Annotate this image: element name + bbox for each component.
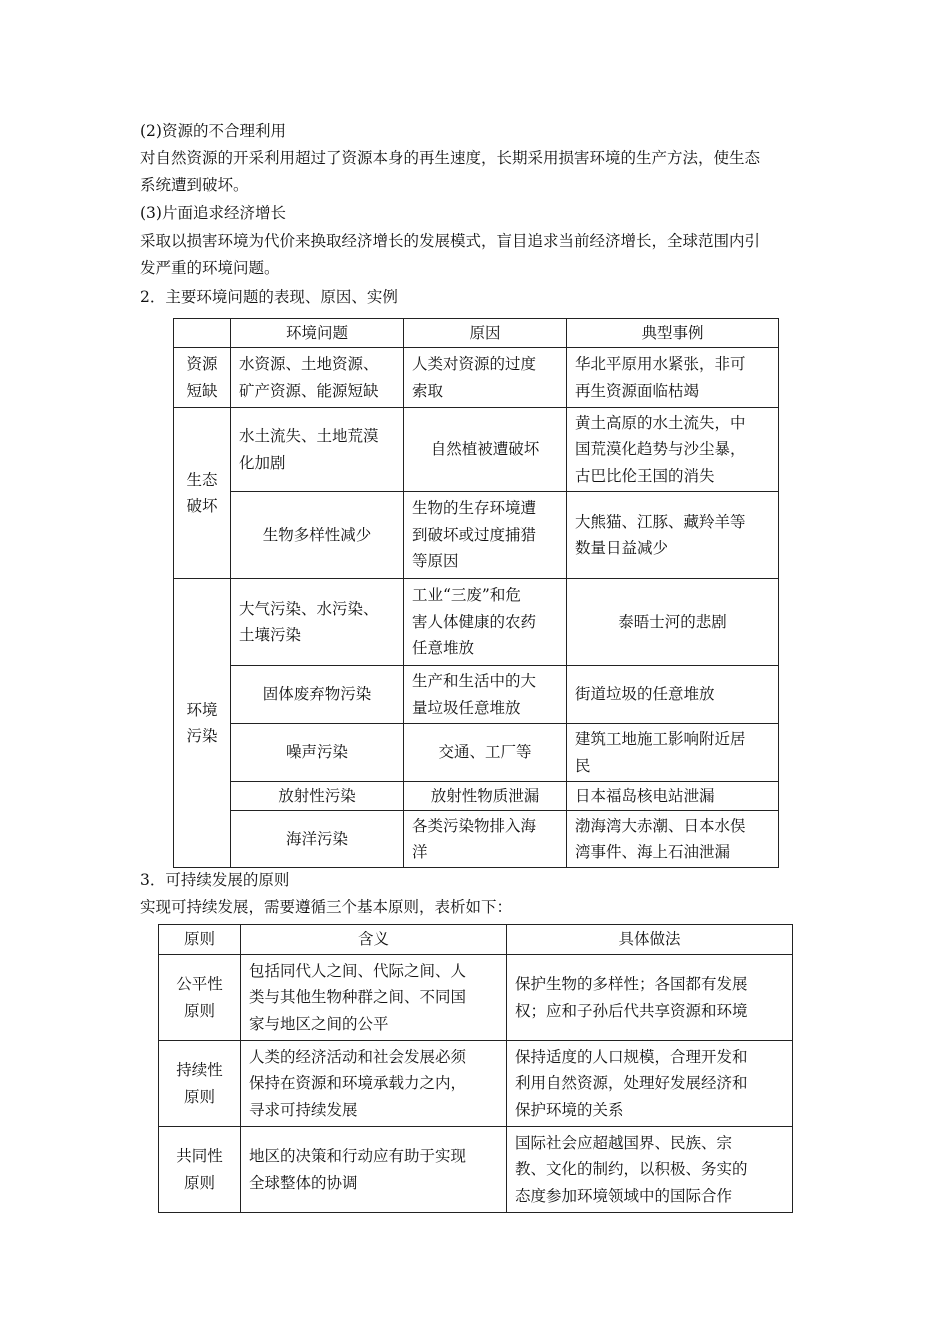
problem-cell: 噪声污染 <box>231 724 404 782</box>
heading-unreasonable-use: (2)资源的不合理利用 <box>140 122 286 140</box>
paragraph-line: 发严重的环境问题。 <box>140 259 280 277</box>
table-row <box>174 492 779 579</box>
table-header-cell <box>174 319 231 348</box>
meaning-cell: 人类的经济活动和社会发展必须 保持在资源和环境承载力之内， 寻求可持续发展 <box>241 1041 507 1127</box>
table-row <box>159 1041 793 1127</box>
paragraph-line: 采取以损害环境为代价来换取经济增长的发展模式，盲目追求当前经济增长，全球范围内引 <box>140 232 761 250</box>
paragraph-line: 系统遭到破坏。 <box>140 176 249 194</box>
table-header-row <box>174 319 779 348</box>
principle-cell: 公平性 原则 <box>159 955 241 1041</box>
example-cell: 街道垃圾的任意堆放 <box>567 666 779 724</box>
example-cell: 日本福岛核电站泄漏 <box>567 782 779 811</box>
practice-cell: 国际社会应超越国界、民族、宗 教、文化的制约，以积极、务实的 态度参加环境领域中的国际合作 <box>507 1127 793 1213</box>
example-cell: 泰晤士河的悲剧 <box>567 579 779 666</box>
table-header-cell: 原则 <box>159 925 241 955</box>
problem-cell: 生物多样性减少 <box>231 492 404 579</box>
cause-cell: 交通、工厂等 <box>404 724 567 782</box>
heading-economic-growth: (3)片面追求经济增长 <box>140 204 286 222</box>
cause-cell: 工业“三废”和危 害人体健康的农药 任意堆放 <box>404 579 567 666</box>
example-cell: 渤海湾大赤潮、日本水俣 湾事件、海上石油泄漏 <box>567 811 779 868</box>
cause-cell: 放射性物质泄漏 <box>404 782 567 811</box>
problem-cell: 水土流失、土地荒漠 化加剧 <box>231 408 404 492</box>
cause-cell: 各类污染物排入海 洋 <box>404 811 567 868</box>
meaning-cell: 包括同代人之间、代际之间、人 类与其他生物种群之间、不同国 家与地区之间的公平 <box>241 955 507 1041</box>
problem-cell: 大气污染、水污染、 土壤污染 <box>231 579 404 666</box>
practice-cell: 保护生物的多样性；各国都有发展 权；应和子孙后代共享资源和环境 <box>507 955 793 1041</box>
table-row <box>159 1127 793 1213</box>
table-header-row <box>159 925 793 955</box>
problem-cell: 固体废弃物污染 <box>231 666 404 724</box>
principle-cell: 持续性 原则 <box>159 1041 241 1127</box>
table-row <box>174 811 779 868</box>
table-row <box>159 955 793 1041</box>
principle-cell: 共同性 原则 <box>159 1127 241 1213</box>
category-cell-resource: 资源 短缺 <box>174 348 231 408</box>
problem-cell: 海洋污染 <box>231 811 404 868</box>
example-cell: 大熊猫、江豚、藏羚羊等 数量日益减少 <box>567 492 779 579</box>
table-row <box>174 782 779 811</box>
example-cell: 建筑工地施工影响附近居 民 <box>567 724 779 782</box>
paragraph-line: 实现可持续发展，需要遵循三个基本原则，表析如下： <box>140 898 513 916</box>
category-cell-eco: 生态 破坏 <box>174 408 231 579</box>
table-header-cell: 环境问题 <box>231 319 404 348</box>
table-header-cell: 原因 <box>404 319 567 348</box>
section-heading-sustainable-principles: 3．可持续发展的原则 <box>140 871 290 889</box>
paragraph-line: 对自然资源的开采利用超过了资源本身的再生速度，长期采用损害环境的生产方法，使生态 <box>140 149 761 167</box>
table-row <box>174 724 779 782</box>
practice-cell: 保持适度的人口规模，合理开发和 利用自然资源，处理好发展经济和 保护环境的关系 <box>507 1041 793 1127</box>
meaning-cell: 地区的决策和行动应有助于实现 全球整体的协调 <box>241 1127 507 1213</box>
table-row <box>174 348 779 408</box>
table-header-cell: 含义 <box>241 925 507 955</box>
table-row <box>174 408 779 492</box>
sustainable-principles-table <box>158 924 793 1213</box>
cause-cell: 人类对资源的过度 索取 <box>404 348 567 408</box>
example-cell: 黄土高原的水土流失，中 国荒漠化趋势与沙尘暴， 古巴比伦王国的消失 <box>567 408 779 492</box>
section-heading-environment-problems: 2．主要环境问题的表现、原因、实例 <box>140 288 398 306</box>
category-cell-pollution: 环境 污染 <box>174 579 231 868</box>
problem-cell: 放射性污染 <box>231 782 404 811</box>
table-row <box>174 579 779 666</box>
table-header-cell: 典型事例 <box>567 319 779 348</box>
environment-problems-table <box>173 318 779 868</box>
example-cell: 华北平原用水紧张，非可 再生资源面临枯竭 <box>567 348 779 408</box>
problem-cell: 水资源、土地资源、 矿产资源、能源短缺 <box>231 348 404 408</box>
cause-cell: 生物的生存环境遭 到破坏或过度捕猎 等原因 <box>404 492 567 579</box>
cause-cell: 自然植被遭破坏 <box>404 408 567 492</box>
table-row <box>174 666 779 724</box>
table-header-cell: 具体做法 <box>507 925 793 955</box>
cause-cell: 生产和生活中的大 量垃圾任意堆放 <box>404 666 567 724</box>
